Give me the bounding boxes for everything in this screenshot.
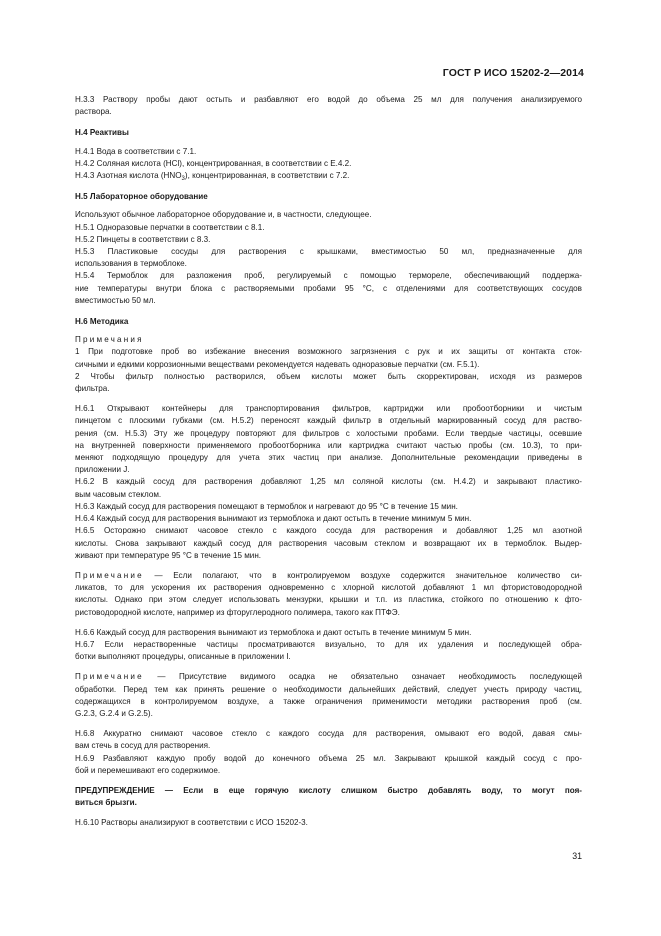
- paragraph-h33: [75, 94, 582, 118]
- note-label: Примечание: [75, 570, 144, 580]
- paragraph-h51: Н.5.1 Одноразовые перчатки в соответствии с 8.1.: [75, 222, 265, 232]
- text-line: 2 Чтобы фильтр полностью растворился, объем кислоты может быть скорректирован, исходя из размеров: [75, 371, 582, 381]
- text-line: ботки выполняют процедуры, описанные в приложении I.: [75, 652, 291, 662]
- page-number: 31: [572, 851, 582, 861]
- text-fragment: Н.4.3 Азотная кислота (HNO: [75, 171, 182, 181]
- paragraph-h43: [75, 170, 582, 182]
- text-line: Н.6.5 Осторожно снимают часовое стекло с каждого сосуда для растворения и добавляют 1,25 мл азотной: [75, 526, 582, 536]
- text-line: раствора.: [75, 107, 112, 117]
- text-line: сичными и едкими коррозионными веществами рекомендуется надевать одноразовые перчатки (см. F.5.1).: [75, 359, 480, 369]
- paragraph-h66: Н.6.6 Каждый сосуд для растворения вынимают из термоблока и дают остыть в течение минимум 5 мин.: [75, 627, 472, 637]
- paragraph-h52: Н.5.2 Пинцеты в соответствии с 8.3.: [75, 234, 211, 244]
- text-line: Н.6.7 Если нерастворенные частицы просматриваются визуально, то для их удаления и последующей обра-: [75, 639, 582, 649]
- document-body: [75, 94, 582, 830]
- note-4: [75, 671, 582, 720]
- paragraph-h42: Н.4.2 Соляная кислота (HCl), концентрированная, в соответствии с Е.4.2.: [75, 158, 352, 168]
- paragraph-h63: Н.6.3 Каждый сосуд для растворения помещают в термоблок и нагревают до 95 °С в течение 15 мин.: [75, 501, 458, 511]
- text-line: рения (см. Н.5.3) Эту же процедуру повторяют для фильтров с холостыми пробами. Если твердые частицы, осевшие: [75, 428, 582, 438]
- text-fragment: — Присутствие видимого осадка не обязательно означает необходимость последующей: [143, 672, 582, 682]
- text-line: Н.5.4 Термоблок для разложения проб, регулируемый с помощью термореле, обеспечивающий поддержа-: [75, 271, 582, 281]
- note-3: [75, 570, 582, 619]
- text-line: Н.5.3 Пластиковые сосуды для растворения с крышками, вместимостью 50 мл, предназначенные для: [75, 247, 582, 257]
- text-line: кислоты. Снова закрывают каждый сосуд для растворения часовым стеклом и возвращают их в термоблок. Выдер-: [75, 538, 582, 548]
- text-line: использования в термоблоке.: [75, 259, 187, 269]
- notes-title: Примечания: [75, 335, 144, 345]
- text-line: приложении J.: [75, 465, 130, 475]
- text-line: Н.6.9 Разбавляют каждую пробу водой до конечного объема 25 мл. Закрывают крышкой каждый сосуд с про-: [75, 753, 582, 763]
- text-line: Н.6.2 В каждый сосуд для растворения добавляют 1,25 мл соляной кислоты (см. Н.4.2) и закрывают пластико-: [75, 477, 582, 487]
- paragraph-h68: [75, 728, 582, 752]
- text-line: вым часовым стеклом.: [75, 489, 162, 499]
- paragraph-h54: [75, 270, 582, 307]
- text-line: Н.6.1 Открывают контейнеры для транспортирования фильтров, картриджи или пробоотборники и чистым: [75, 404, 582, 414]
- text-line: живают при температуре 95 °С в течение 15 мин.: [75, 550, 262, 560]
- paragraph-h53: [75, 246, 582, 270]
- text-line: виться брызги.: [75, 798, 137, 808]
- warning: [75, 785, 582, 809]
- paragraph-h67: [75, 639, 582, 663]
- text-fragment: — Если полагают, что в контролируемом воздухе содержится значительное количество си-: [143, 570, 582, 580]
- section-title-h4: Н.4 Реактивы: [75, 128, 129, 138]
- text-line: обработки. Перед тем как принять решение о необходимости дальнейших действий, следует учесть природу частиц,: [75, 684, 582, 694]
- standard-header: ГОСТ Р ИСО 15202-2—2014: [442, 67, 584, 79]
- text-line: [75, 570, 582, 582]
- text-line: на внутренней поверхности применяемого пробоотборника или картриджа считают частью пробы (см. 10.3), то при-: [75, 440, 582, 450]
- note-1: [75, 346, 582, 370]
- text-line: ние температуры внутри блока с растворяемыми пробами 95 °С, с отделениями для соответствующих сосудов: [75, 283, 582, 293]
- paragraph-h61: [75, 403, 582, 476]
- text-line: содержащихся в контролируемом воздухе, а также ограничения применимости методики растворения проб (см.: [75, 696, 582, 706]
- text-line: фильтра.: [75, 384, 110, 394]
- note-label: Примечание: [75, 672, 144, 682]
- paragraph-h62: [75, 476, 582, 500]
- text-line: ликатов, то для ускорения их растворения одновременно с хлорной кислотой добавляют 1 мл фтористоводородной: [75, 583, 582, 593]
- text-line: пинцетом с плоскими губками (см. Н.5.2) переносят каждый фильтр в отдельный маркированный сосуд для раство-: [75, 416, 582, 426]
- paragraph-h64: Н.6.4 Каждый сосуд для растворения вынимают из термоблока и дают остыть в течение минимум 5 мин.: [75, 514, 472, 524]
- text-line: 1 При подготовке проб во избежание внесения возможного загрязнения с рук и их защиты от контакта сток-: [75, 347, 582, 357]
- note-2: [75, 371, 582, 395]
- paragraph-h69: [75, 753, 582, 777]
- section-title-h6: Н.6 Методика: [75, 317, 129, 327]
- paragraph-h5-intro: Используют обычное лабораторное оборудование и, в частности, следующее.: [75, 210, 372, 220]
- text-line: G.2.3, G.2.4 и G.2.5).: [75, 708, 153, 718]
- text-line: меняют подходящую процедуру для учета этих частиц при анализе. Дополнительные рекомендации приведены в: [75, 453, 582, 463]
- subscript: 3: [181, 176, 185, 183]
- text-line: вам стечь в сосуд для растворения.: [75, 741, 211, 751]
- text-line: Н.3.3 Раствору пробы дают остыть и разбавляют его водой до объема 25 мл для получения анализируемого: [75, 95, 582, 104]
- paragraph-h610: Н.6.10 Растворы анализируют в соответствии с ИСО 15202-3.: [75, 818, 308, 828]
- text-line: бой и перемешивают его содержимое.: [75, 765, 221, 775]
- paragraph-h41: Н.4.1 Вода в соответствии с 7.1.: [75, 146, 197, 156]
- text-line: [75, 671, 582, 683]
- text-fragment: ), концентрированная, в соответствии с 7.2.: [184, 171, 350, 181]
- text-line: ристоводородной кислоте, например из фторуглеродного полимера, такого как ПТФЭ.: [75, 607, 400, 617]
- text-line: кислоты. Однако при этом следует использовать мензурки, крышки и т.п. из пластика, стойкого по отношению к фто-: [75, 595, 582, 605]
- text-line: Н.6.8 Аккуратно снимают часовое стекло с каждого сосуда для растворения, омывают его водой, давая смы-: [75, 729, 582, 739]
- section-title-h5: Н.5 Лабораторное оборудование: [75, 192, 208, 202]
- text-line: вместимостью 50 мл.: [75, 295, 156, 305]
- paragraph-h65: [75, 525, 582, 562]
- text-line: ПРЕДУПРЕЖДЕНИЕ — Если в еще горячую кислоту слишком быстро добавлять воду, то могут поя-: [75, 785, 582, 795]
